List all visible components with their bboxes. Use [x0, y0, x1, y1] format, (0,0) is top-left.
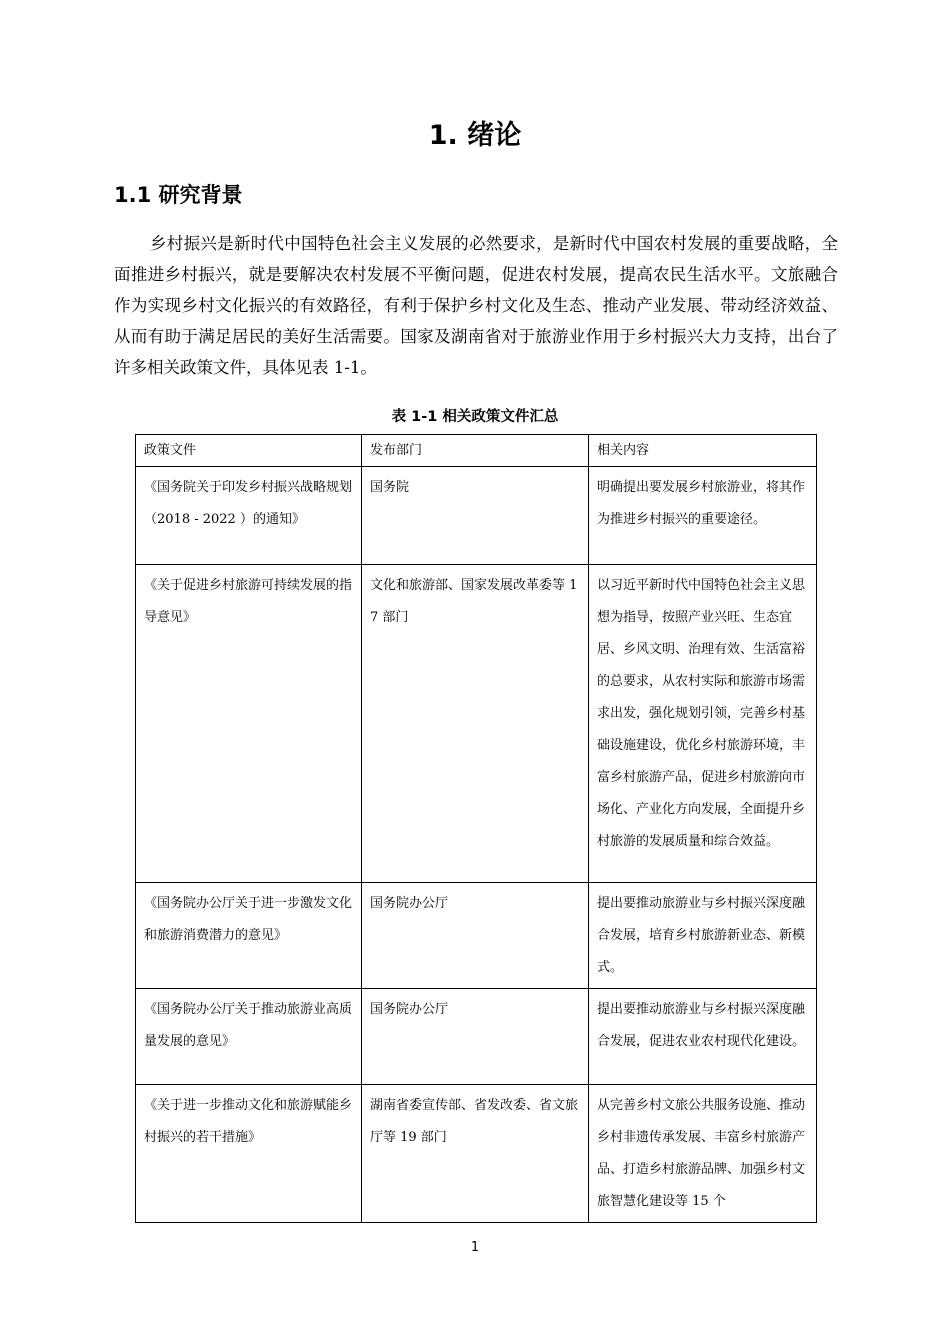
body-paragraph: 乡村振兴是新时代中国特色社会主义发展的必然要求，是新时代中国农村发展的重要战略，全面推进乡村振兴，就是要解决农村发展不平衡问题，促进农村发展，提高农民生活水平。文旅融合作为实现乡村文化振兴的有效路径，有利于保护乡村文化及生态、推动产业发展、带动经济效益、从而有助于满足居民的美好生活需要。国家及湖南省对于旅游业作用于乡村振兴大力支持，出台了许多相关政策文件，具体见表 1-1。	[114, 234, 838, 377]
table-header-row	[136, 435, 817, 467]
cell-policy-document: 《关于进一步推动文化和旅游赋能乡村振兴的若干措施》	[136, 1085, 362, 1223]
header-content: 相关内容	[589, 435, 817, 467]
section-title: 1.1 研究背景	[114, 183, 243, 207]
cell-policy-document: 《国务院办公厅关于进一步激发文化和旅游消费潜力的意见》	[136, 883, 362, 989]
table-row	[136, 467, 817, 565]
cell-policy-document: 《国务院办公厅关于推动旅游业高质量发展的意见》	[136, 989, 362, 1085]
header-policy-document: 政策文件	[136, 435, 362, 467]
page-number: 1	[470, 1240, 480, 1255]
cell-content: 从完善乡村文旅公共服务设施、推动乡村非遗传承发展、丰富乡村旅游产品、打造乡村旅游品牌、加强乡村文旅智慧化建设等 15 个	[589, 1085, 817, 1223]
table-caption: 表 1-1 相关政策文件汇总	[391, 409, 559, 425]
cell-content: 以习近平新时代中国特色社会主义思想为指导，按照产业兴旺、生态宜居、乡风文明、治理有效、生活富裕的总要求，从农村实际和旅游市场需求出发，强化规划引领，完善乡村基础设施建设，优化乡村旅游环境，丰富乡村旅游产品，促进乡村旅游向市场化、产业化方向发展，全面提升乡村旅游的发展质量和综合效益。	[589, 565, 817, 883]
cell-policy-document: 《国务院关于印发乡村振兴战略规划（2018 - 2022 ）的通知》	[136, 467, 362, 565]
table-row	[136, 1085, 817, 1223]
cell-policy-document: 《关于促进乡村旅游可持续发展的指导意见》	[136, 565, 362, 883]
table-row	[136, 565, 817, 883]
table-row	[136, 883, 817, 989]
cell-department: 国务院办公厅	[362, 989, 589, 1085]
cell-content: 提出要推动旅游业与乡村振兴深度融合发展，培育乡村旅游新业态、新模式。	[589, 883, 817, 989]
cell-content: 明确提出要发展乡村旅游业，将其作为推进乡村振兴的重要途径。	[589, 467, 817, 565]
header-department: 发布部门	[362, 435, 589, 467]
cell-department: 国务院办公厅	[362, 883, 589, 989]
chapter-title: 1. 绪论	[428, 120, 522, 151]
cell-department: 国务院	[362, 467, 589, 565]
cell-department: 文化和旅游部、国家发展改革委等 17 部门	[362, 565, 589, 883]
cell-department: 湖南省委宣传部、省发改委、省文旅厅等 19 部门	[362, 1085, 589, 1223]
cell-content: 提出要推动旅游业与乡村振兴深度融合发展，促进农业农村现代化建设。	[589, 989, 817, 1085]
policy-table	[135, 434, 817, 1223]
table-row	[136, 989, 817, 1085]
